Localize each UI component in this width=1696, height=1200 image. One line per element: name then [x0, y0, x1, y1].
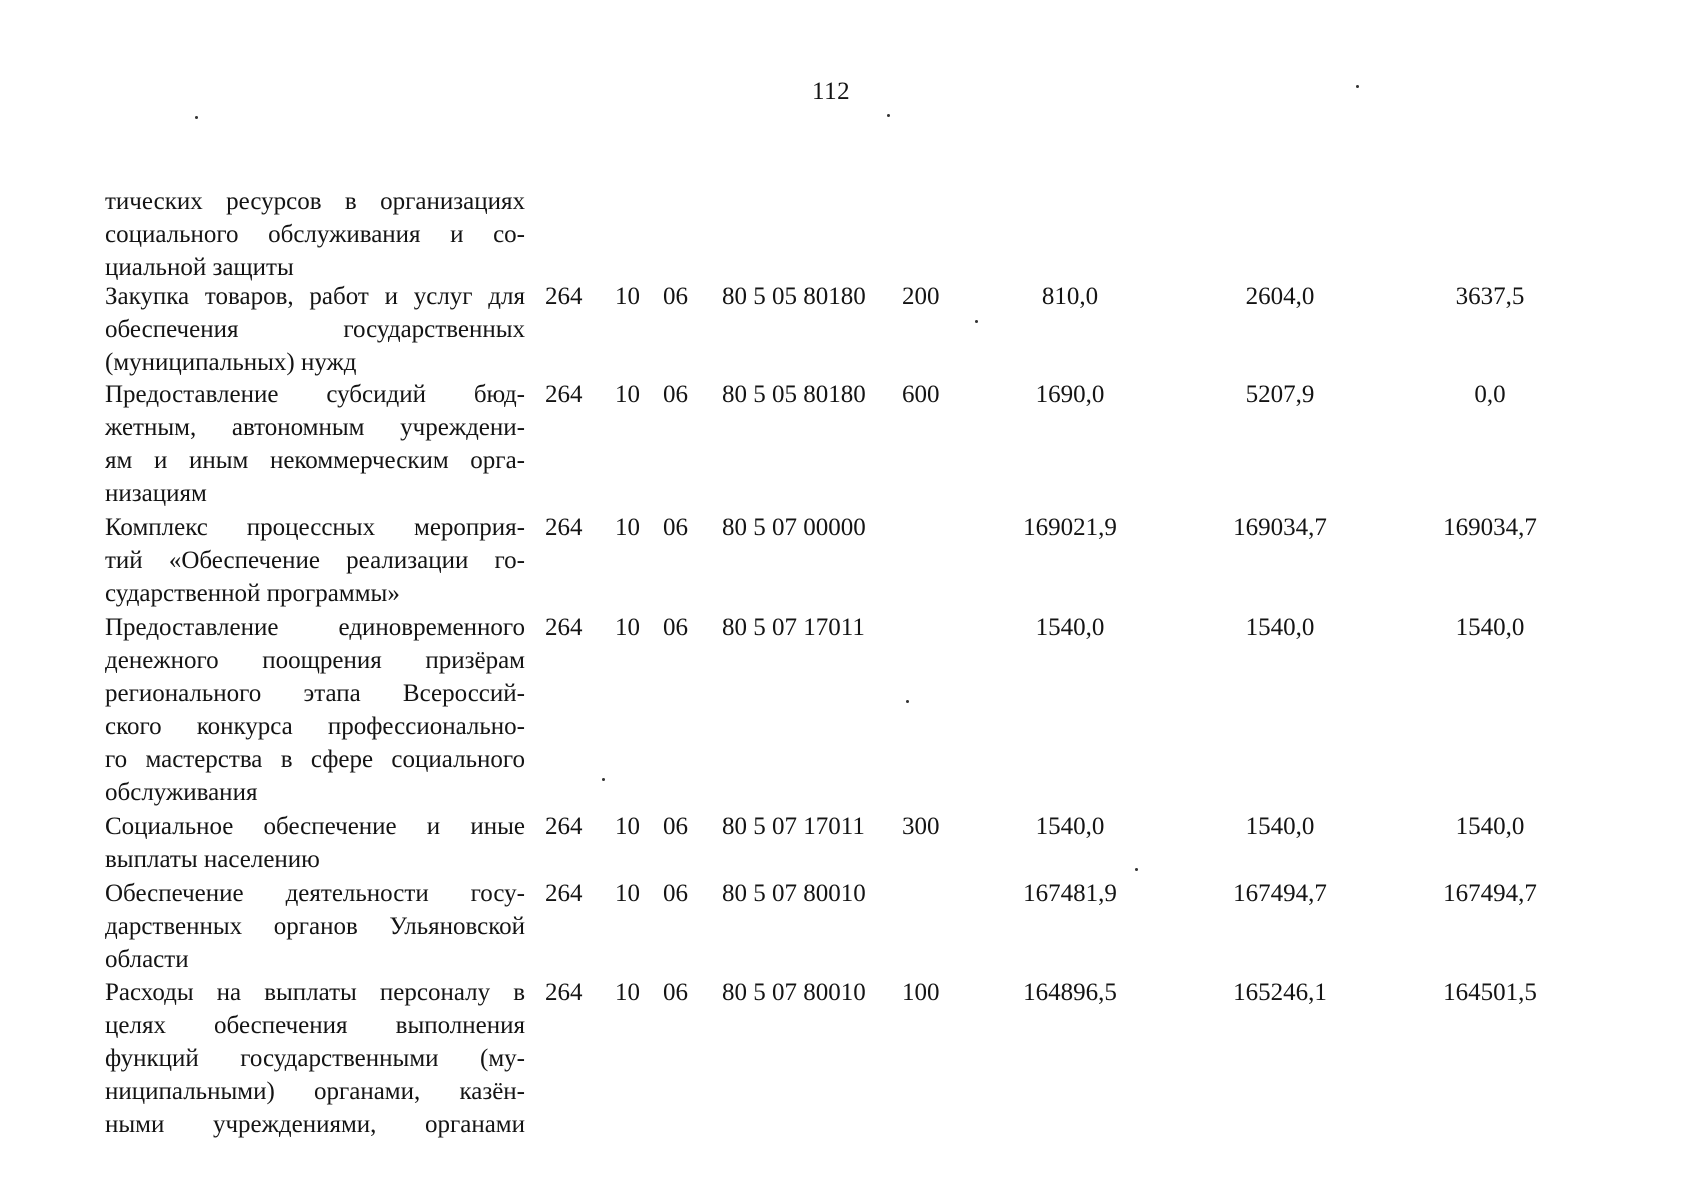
description-line: социального обслуживания и со- — [105, 221, 525, 248]
description-line: Закупка товаров, работ и услуг для — [105, 283, 525, 310]
description-line: жетным, автономным учреждени- — [105, 414, 525, 441]
description-line: функций государственными (му- — [105, 1045, 525, 1072]
page-number: 112 — [812, 78, 851, 105]
description-line: обслуживания — [105, 779, 258, 806]
subsection-code: 06 — [663, 514, 688, 541]
section-code: 10 — [615, 979, 640, 1006]
target-item-code: 80 5 07 17011 — [722, 813, 865, 840]
section-code: 10 — [615, 614, 640, 641]
description-line: регионального этапа Всероссий- — [105, 680, 525, 707]
target-item-code: 80 5 05 80180 — [722, 381, 866, 408]
expense-type-code: 200 — [902, 283, 940, 310]
row-description — [105, 810, 525, 876]
amount-year-3: 3637,5 — [1455, 283, 1525, 310]
description-line: го мастерства в сфере социального — [105, 746, 525, 773]
description-line: денежного поощрения призёрам — [105, 647, 525, 674]
description-line: тических ресурсов в организациях — [105, 188, 525, 215]
subsection-code: 06 — [663, 813, 688, 840]
department-code: 264 — [545, 514, 583, 541]
amount-year-1: 169021,9 — [1023, 514, 1117, 541]
amount-year-1: 1540,0 — [1035, 614, 1105, 641]
description-line: выплаты населению — [105, 846, 320, 873]
description-line: Социальное обеспечение и иные — [105, 813, 525, 840]
target-item-code: 80 5 07 00000 — [722, 514, 866, 541]
amount-year-2: 167494,7 — [1233, 880, 1327, 907]
section-code: 10 — [615, 880, 640, 907]
row-description — [105, 511, 525, 610]
amount-year-3: 1540,0 — [1455, 813, 1525, 840]
amount-year-1: 810,0 — [1041, 283, 1099, 310]
target-item-code: 80 5 07 80010 — [722, 979, 866, 1006]
amount-year-3: 169034,7 — [1443, 514, 1537, 541]
department-code: 264 — [545, 381, 583, 408]
description-line: ского конкурса профессионально- — [105, 713, 525, 740]
description-line: ям и иным некоммерческим орга- — [105, 447, 525, 474]
description-line: Комплекс процессных мероприя- — [105, 514, 525, 541]
amount-year-1: 1540,0 — [1035, 813, 1105, 840]
department-code: 264 — [545, 813, 583, 840]
amount-year-2: 165246,1 — [1233, 979, 1327, 1006]
description-line: Расходы на выплаты персоналу в — [105, 979, 525, 1006]
amount-year-1: 164896,5 — [1023, 979, 1117, 1006]
amount-year-3: 164501,5 — [1443, 979, 1537, 1006]
description-line: Обеспечение деятельности госу- — [105, 880, 525, 907]
description-line: (муниципальных) нужд — [105, 349, 357, 376]
row-description — [105, 280, 525, 379]
description-line: области — [105, 946, 189, 973]
expense-type-code: 600 — [902, 381, 940, 408]
description-line: ниципальными) органами, казён- — [105, 1078, 525, 1105]
subsection-code: 06 — [663, 979, 688, 1006]
department-code: 264 — [545, 283, 583, 310]
row-description — [105, 611, 525, 809]
amount-year-2: 5207,9 — [1245, 381, 1315, 408]
amount-year-1: 167481,9 — [1023, 880, 1117, 907]
target-item-code: 80 5 05 80180 — [722, 283, 866, 310]
description-line: низациям — [105, 480, 207, 507]
section-code: 10 — [615, 381, 640, 408]
amount-year-3: 167494,7 — [1443, 880, 1537, 907]
description-line: тий «Обеспечение реализации го- — [105, 547, 525, 574]
section-code: 10 — [615, 514, 640, 541]
expense-type-code: 100 — [902, 979, 940, 1006]
description-line: обеспечения государственных — [105, 316, 525, 343]
description-line: ными учреждениями, органами — [105, 1111, 525, 1138]
subsection-code: 06 — [663, 880, 688, 907]
department-code: 264 — [545, 880, 583, 907]
target-item-code: 80 5 07 80010 — [722, 880, 866, 907]
amount-year-3: 1540,0 — [1455, 614, 1525, 641]
department-code: 264 — [545, 979, 583, 1006]
department-code: 264 — [545, 614, 583, 641]
amount-year-2: 1540,0 — [1245, 614, 1315, 641]
subsection-code: 06 — [663, 614, 688, 641]
target-item-code: 80 5 07 17011 — [722, 614, 865, 641]
amount-year-3: 0,0 — [1474, 381, 1506, 408]
description-line: циальной защиты — [105, 254, 294, 281]
description-line: Предоставление субсидий бюд- — [105, 381, 525, 408]
amount-year-2: 2604,0 — [1245, 283, 1315, 310]
description-line: дарственных органов Ульяновской — [105, 913, 525, 940]
row-description — [105, 877, 525, 976]
amount-year-1: 1690,0 — [1035, 381, 1105, 408]
description-line: сударственной программы» — [105, 580, 400, 607]
subsection-code: 06 — [663, 381, 688, 408]
description-line: целях обеспечения выполнения — [105, 1012, 525, 1039]
description-line: Предоставление единовременного — [105, 614, 525, 641]
row-description — [105, 378, 525, 510]
section-code: 10 — [615, 813, 640, 840]
row-description — [105, 185, 525, 284]
amount-year-2: 169034,7 — [1233, 514, 1327, 541]
amount-year-2: 1540,0 — [1245, 813, 1315, 840]
subsection-code: 06 — [663, 283, 688, 310]
section-code: 10 — [615, 283, 640, 310]
expense-type-code: 300 — [902, 813, 940, 840]
row-description — [105, 976, 525, 1141]
